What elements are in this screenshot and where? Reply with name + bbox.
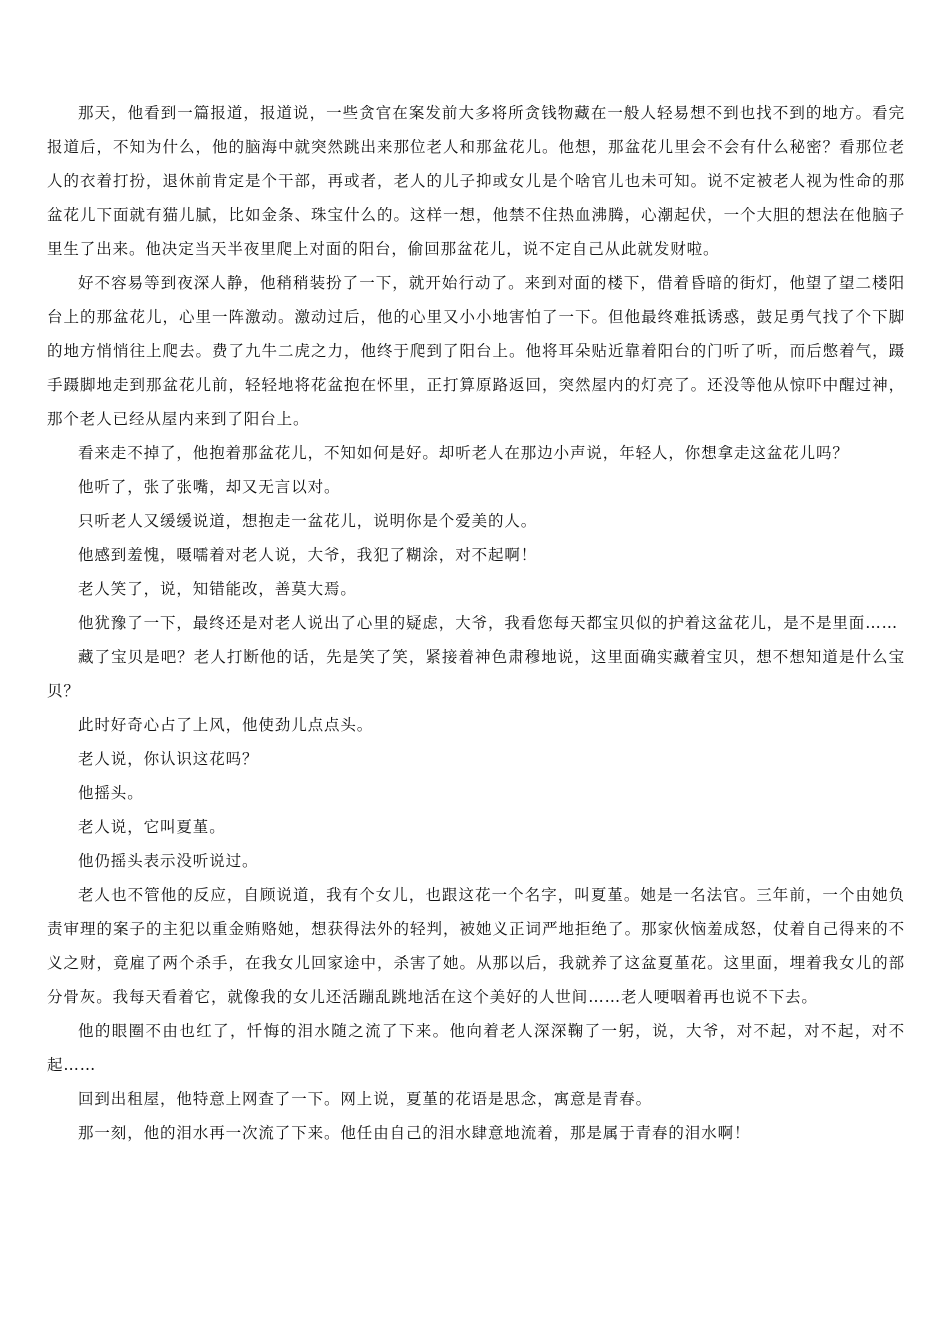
document-body — [47, 96, 905, 1150]
paragraph: 他摇头。 — [78, 784, 144, 802]
paragraph: 他的眼圈不由也红了，忏悔的泪水随之流了下来。他向着老人深深鞠了一躬，说，大爷，对不起，对不起，对不起…… — [47, 1022, 905, 1074]
paragraph: 藏了宝贝是吧？老人打断他的话，先是笑了笑，紧接着神色肃穆地说，这里面确实藏着宝贝，想不想知道是什么宝贝？ — [47, 648, 905, 700]
paragraph: 那天，他看到一篇报道，报道说，一些贪官在案发前大多将所贪钱物藏在一般人轻易想不到也找不到的地方。看完报道后，不知为什么，他的脑海中就突然跳出来那位老人和那盆花儿。他想，那盆花儿里会不会有什么秘密？看那位老人的衣着打扮，退休前肯定是个干部，再或者，老人的儿子抑或女儿是个啥官儿也未可知。说不定被老人视为性命的那盆花儿下面就有猫儿腻，比如金条、珠宝什么的。这样一想，他禁不住热血沸腾，心潮起伏，一个大胆的想法在他脑子里生了出来。他决定当天半夜里爬上对面的阳台，偷回那盆花儿，说不定自己从此就发财啦。 — [47, 104, 905, 258]
paragraph: 他听了，张了张嘴，却又无言以对。 — [78, 478, 341, 496]
paragraph: 好不容易等到夜深人静，他稍稍装扮了一下，就开始行动了。来到对面的楼下，借着昏暗的街灯，他望了望二楼阳台上的那盆花儿，心里一阵激动。激动过后，他的心里又小小地害怕了一下。但他最终难抵诱惑，鼓足勇气找了个下脚的地方悄悄往上爬去。费了九牛二虎之力，他终于爬到了阳台上。他将耳朵贴近靠着阳台的门听了听，而后憋着气，蹑手蹑脚地走到那盆花儿前，轻轻地将花盆抱在怀里，正打算原路返回，突然屋内的灯亮了。还没等他从惊吓中醒过神，那个老人已经从屋内来到了阳台上。 — [47, 274, 905, 428]
paragraph: 回到出租屋，他特意上网查了一下。网上说，夏堇的花语是思念，寓意是青春。 — [78, 1090, 653, 1108]
paragraph: 那一刻，他的泪水再一次流了下来。他任由自己的泪水肆意地流着，那是属于青春的泪水啊！ — [78, 1124, 751, 1142]
paragraph: 此时好奇心占了上风，他使劲儿点点头。 — [78, 716, 374, 734]
paragraph: 老人也不管他的反应，自顾说道，我有个女儿，也跟这花一个名字，叫夏堇。她是一名法官。三年前，一个由她负责审理的案子的主犯以重金贿赂她，想获得法外的轻判，被她义正词严地拒绝了。那家伙恼羞成怒，仗着自己得来的不义之财，竟雇了两个杀手，在我女儿回家途中，杀害了她。从那以后，我就养了这盆夏堇花。这里面，埋着我女儿的部分骨灰。我每天看着它，就像我的女儿还活蹦乱跳地活在这个美好的人世间……老人哽咽着再也说不下去。 — [47, 886, 905, 1006]
paragraph: 只听老人又缓缓说道，想抱走一盆花儿，说明你是个爱美的人。 — [78, 512, 538, 530]
paragraph: 看来走不掉了，他抱着那盆花儿，不知如何是好。却听老人在那边小声说，年轻人，你想拿走这盆花儿吗？ — [78, 444, 849, 462]
paragraph: 他感到羞愧，嗫嚅着对老人说，大爷，我犯了糊涂，对不起啊！ — [78, 546, 538, 564]
paragraph: 他犹豫了一下，最终还是对老人说出了心里的疑虑，大爷，我看您每天都宝贝似的护着这盆花儿，是不是里面…… — [78, 614, 899, 632]
paragraph: 老人说，它叫夏堇。 — [78, 818, 226, 836]
paragraph: 老人说，你认识这花吗？ — [78, 750, 259, 768]
paragraph: 他仍摇头表示没听说过。 — [78, 852, 259, 870]
paragraph: 老人笑了，说，知错能改，善莫大焉。 — [78, 580, 357, 598]
